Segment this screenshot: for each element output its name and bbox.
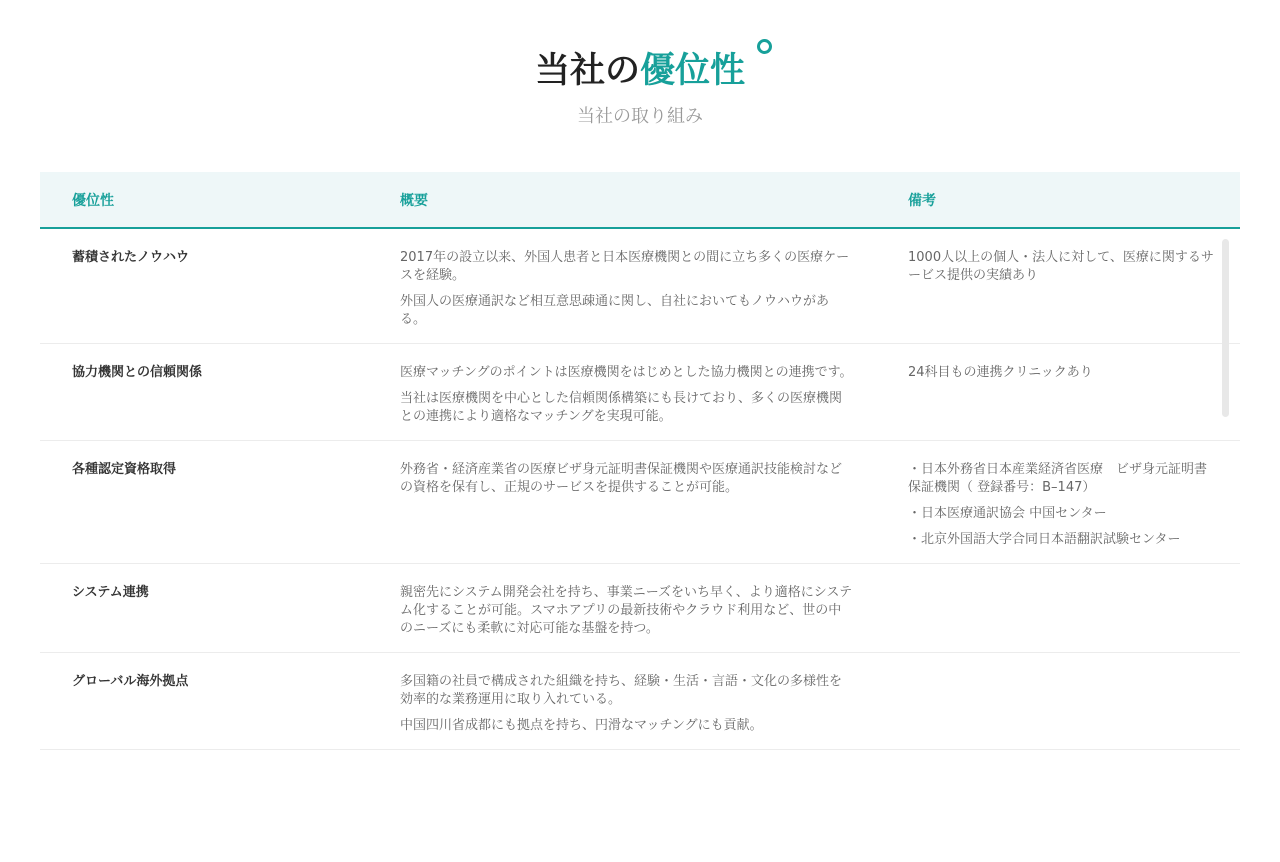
advantage-name: グローバル海外拠点 (40, 653, 368, 750)
title-prefix: 当社の (534, 51, 640, 91)
table-header-row (40, 172, 1240, 228)
remarks-cell (876, 653, 1240, 750)
table-row (40, 653, 1240, 750)
overview-cell (368, 441, 876, 564)
overview-paragraph: 2017年の設立以来、外国人患者と日本医療機関との間に立ち多くの医療ケースを経験。 (400, 250, 850, 283)
column-header-overview: 概要 (368, 172, 876, 228)
table-row (40, 564, 1240, 653)
advantages-table (40, 172, 1240, 750)
overview-cell (368, 228, 876, 344)
table-header (40, 172, 1240, 228)
overview-paragraph: 中国四川省成都にも拠点を持ち、円滑なマッチングにも貢献。 (400, 718, 763, 733)
remark-item: ・日本外務省日本産業経済省医療 ビザ身元証明書保証機関（ 登録番号：B–147） (908, 462, 1208, 495)
section-heading (0, 0, 1280, 127)
page-subtitle: 当社の取り組み (577, 106, 703, 127)
remark-item: ・北京外国語大学合同日本語翻訳試験センター (908, 532, 1181, 547)
table-row (40, 344, 1240, 441)
title-accent: 優位性 (640, 51, 746, 91)
vertical-scrollbar[interactable] (1222, 239, 1229, 417)
remark-item: ・日本医療通訳協会 中国センター (908, 506, 1107, 521)
remarks-cell (876, 344, 1240, 441)
remarks-cell (876, 441, 1240, 564)
overview-cell (368, 653, 876, 750)
page-title (535, 48, 745, 94)
remarks-cell (876, 564, 1240, 653)
overview-cell (368, 344, 876, 441)
table-body (40, 228, 1240, 750)
advantage-name: 各種認定資格取得 (40, 441, 368, 564)
overview-paragraph: 外国人の医療通訳など相互意思疎通に関し、自社においてもノウハウがある。 (400, 294, 830, 327)
overview-cell (368, 564, 876, 653)
advantage-name: 蓄積されたノウハウ (40, 228, 368, 344)
overview-paragraph: 当社は医療機関を中心とした信頼関係構築にも長けており、多くの医療機関との連携により適格なマッチングを実現可能。 (400, 391, 843, 424)
table-row (40, 441, 1240, 564)
title-dot-icon (757, 39, 772, 54)
column-header-advantage: 優位性 (40, 172, 368, 228)
overview-paragraph: 親密先にシステム開発会社を持ち、事業ニーズをいち早く、より適格にシステム化することが可能。スマホアプリの最新技術やクラウド利用など、世の中のニーズにも柔軟に対応可能な基盤を持つ。 (400, 585, 853, 636)
remark-item: 24科目もの連携クリニックあり (908, 365, 1093, 380)
remark-item: 1000人以上の個人・法人に対して、医療に関するサービス提供の実績あり (908, 250, 1214, 283)
advantage-name: システム連携 (40, 564, 368, 653)
overview-paragraph: 医療マッチングのポイントは医療機関をはじめとした協力機関との連携です。 (400, 365, 853, 380)
overview-paragraph: 多国籍の社員で構成された組織を持ち、経験・生活・言語・文化の多様性を効率的な業務運用に取り入れている。 (400, 674, 843, 707)
overview-paragraph: 外務省・経済産業省の医療ビザ身元証明書保証機関や医療通訳技能検討などの資格を保有し、正規のサービスを提供することが可能。 (400, 462, 843, 495)
advantages-table-container (40, 172, 1240, 750)
column-header-remarks: 備考 (876, 172, 1240, 228)
table-row (40, 228, 1240, 344)
advantage-name: 協力機関との信頼関係 (40, 344, 368, 441)
remarks-cell (876, 228, 1240, 344)
